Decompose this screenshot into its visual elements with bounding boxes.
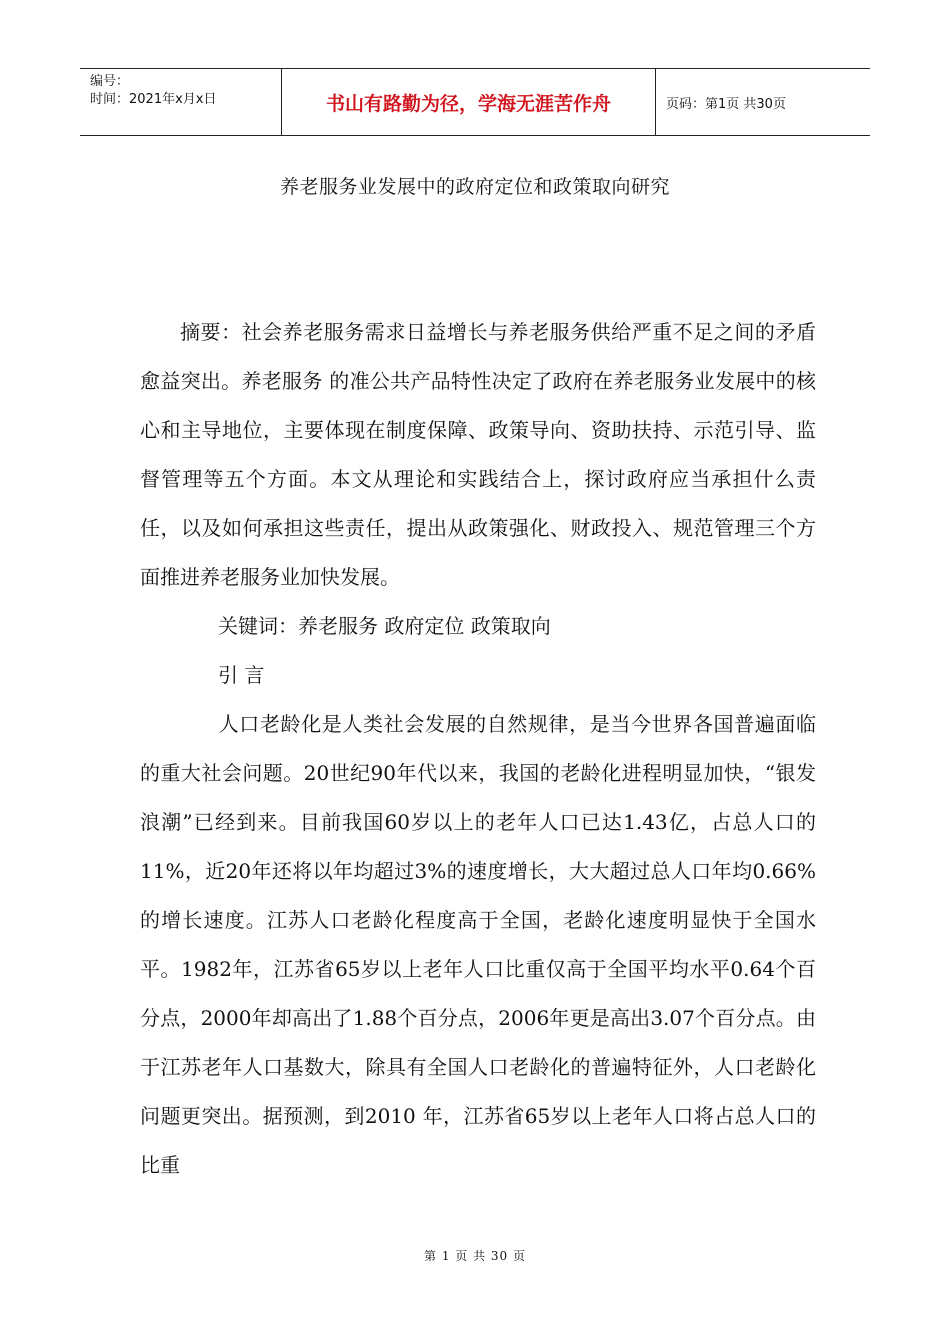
document-title: 养老服务业发展中的政府定位和政策取向研究	[279, 176, 670, 198]
document-header	[80, 68, 870, 136]
header-meta-cell	[80, 69, 282, 135]
keywords-line: 关键词：养老服务 政府定位 政策取向	[218, 614, 551, 638]
motto-text: 书山有路勤为径，学海无涯苦作舟	[325, 92, 611, 115]
page-footer: 第 1 页 共 30 页	[424, 1249, 526, 1263]
motto-cell	[282, 69, 656, 135]
date-label: 时间：2021年x月x日	[90, 92, 217, 107]
intro-paragraph-wrapper	[140, 700, 816, 1190]
page-info-cell	[656, 69, 870, 135]
document-body	[140, 308, 816, 1190]
page-info-text: 页码：第1页 共30页	[666, 96, 786, 112]
intro-paragraph: 人口老龄化是人类社会发展的自然规律，是当今世界各国普遍面临的重大社会问题。20世纪90年代以来，我国的老龄化进程明显加快，“银发浪潮”已经到来。目前我国60岁以上的老年人口已达1.43亿，占总人口的11%，近20年还将以年均超过3%的速度增长，大大超过总人口年均0.66%的增长速度。江苏人口老龄化程度高于全国，老龄化速度明显快于全国水平。1982年，江苏省65岁以上老年人口比重仅高于全国平均水平0.64个百分点，2000年却高出了1.88个百分点，2006年更是高出3.07个百分点。由于江苏老年人口基数大，除具有全国人口老龄化的普遍特征外，人口老龄化问题更突出。据预测，到2010 年，江苏省65岁以上老年人口将占总人口的比重	[140, 712, 816, 1177]
section-heading: 引 言	[218, 663, 265, 687]
code-label: 编号：	[90, 74, 130, 89]
abstract-paragraph: 摘要：社会养老服务需求日益增长与养老服务供给严重不足之间的矛盾愈益突出。养老服务 的准公共产品特性决定了政府在养老服务业发展中的核心和主导地位，主要体现在制度保障、政策导向、资助扶持、示范引导、监督管理等五个方面。本文从理论和实践结合上，探讨政府应当承担什么责任，以及如何承担这些责任，提出从政策强化、财政投入、规范管理三个方面推进养老服务业加快发展。	[140, 320, 816, 589]
